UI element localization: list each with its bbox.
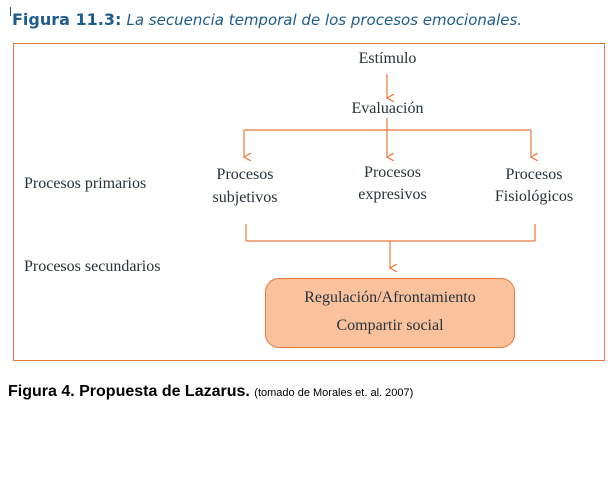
- node-subjetivos-line1: Procesos: [216, 166, 274, 183]
- node-subjetivos: [195, 164, 295, 208]
- node-expresivos-line1: Procesos: [364, 164, 421, 181]
- node-expresivos-line2: expresivos: [358, 186, 427, 203]
- node-expresivos: [340, 162, 445, 205]
- figure-title-text: La secuencia temporal de los procesos emocionales.: [126, 11, 523, 29]
- figure-caption: [8, 383, 413, 401]
- node-fisiologicos-line2: Fisiológicos: [494, 188, 574, 205]
- stimulus-node: Estímulo: [358, 50, 417, 67]
- outcome-line-compartir: Compartir social: [336, 317, 444, 334]
- outcome-box: [265, 278, 515, 348]
- evaluation-node: Evaluación: [351, 100, 424, 117]
- node-subjetivos-line2: subjetivos: [212, 189, 278, 206]
- outcome-line-regulacion: Regulación/Afrontamiento: [304, 289, 476, 306]
- node-fisiologicos-line1: Procesos: [505, 166, 563, 183]
- figure-title-label: Figura 11.3:: [12, 10, 122, 29]
- caption-main: Figura 4. Propuesta de Lazarus.: [8, 383, 250, 400]
- node-fisiologicos: [478, 164, 590, 207]
- secondary-processes-label: Procesos secundarios: [24, 258, 161, 275]
- caption-source: (tomado de Morales et. al. 2007): [254, 387, 414, 399]
- primary-processes-label: Procesos primarios: [24, 175, 147, 192]
